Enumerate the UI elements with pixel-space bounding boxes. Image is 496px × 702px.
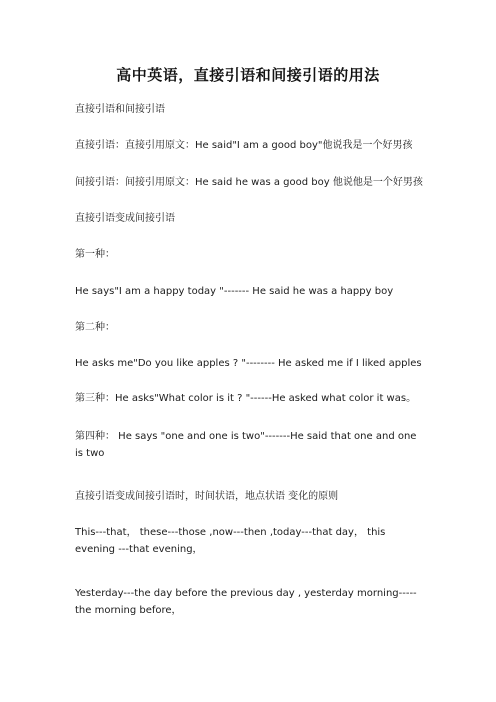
paragraph-type-one-label: 第一种： xyxy=(75,249,115,260)
paragraph-type-two-label: 第二种： xyxy=(75,322,115,333)
paragraph-demonstrative-time-changes: This---that， these---those ,now---then ,today---that day， this evening ---that evening， xyxy=(75,527,386,555)
paragraph-direct-speech-definition: 直接引语：直接引用原文：He said"I am a good boy"他说我是一个好男孩 xyxy=(75,140,413,151)
document-title: 高中英语，直接引语和间接引语的用法 xyxy=(116,66,380,84)
paragraph-yesterday-changes: Yesterday---the day before the previous day , yesterday morning-----the morning before， xyxy=(75,588,417,616)
paragraph-adverbial-rules-heading: 直接引语变成间接引语时，时间状语，地点状语 变化的原则 xyxy=(75,491,339,502)
paragraph-conversion-heading: 直接引语变成间接引语 xyxy=(75,213,175,224)
paragraph-heading-direct-indirect: 直接引语和间接引语 xyxy=(75,104,165,115)
paragraph-type-two-example: He asks me"Do you like apples ? "-------- He asked me if I liked apples xyxy=(75,358,422,369)
paragraph-type-three-example: 第三种：He asks"What color is it ? "------He asked what color it was。 xyxy=(75,393,417,404)
paragraph-type-four-example: 第四种： He says "one and one is two"-------He said that one and one is two xyxy=(75,431,417,459)
paragraph-type-one-example: He says"I am a happy today "------- He said he was a happy boy xyxy=(75,286,394,297)
paragraph-indirect-speech-definition: 间接引语：间接引用原文：He said he was a good boy 他说他是一个好男孩 xyxy=(75,177,423,188)
